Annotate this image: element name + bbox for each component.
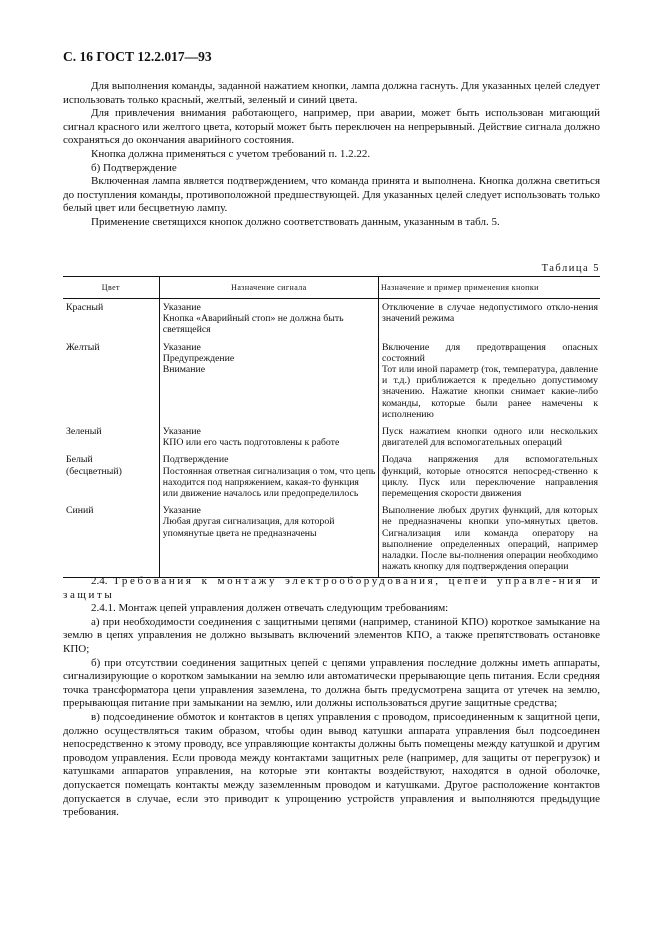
cell-line: Указание xyxy=(162,341,201,353)
cell-color xyxy=(63,342,159,426)
paragraph: 2.4.1. Монтаж цепей управления должен отвечать следующим требованиям: xyxy=(91,602,449,615)
table-header-row xyxy=(63,277,600,299)
table-row xyxy=(63,505,600,578)
cell-line: Зеленый xyxy=(66,426,102,438)
cell-signal xyxy=(159,454,378,505)
page-header: С. 16 ГОСТ 12.2.017—93 xyxy=(63,49,212,64)
cell-line: Пуск нажатием кнопки одного или нескольких двигателей для вспомогательных операций xyxy=(381,426,598,449)
cell-line: Любая другая сигнализация, для которой упомянутые цвета не предназначены xyxy=(162,516,335,539)
cell-line: Тот или иной параметр (ток, температура, давление и т.д.) приближается к предельно допустимому значению. Нажатие кнопки снимает какие-либо команды, которые были ранее намечены к исполнению xyxy=(381,364,598,420)
table-row xyxy=(63,454,600,505)
cell-line: Предупреждение xyxy=(162,352,235,364)
cell-line: Указание xyxy=(162,505,201,517)
cell-color xyxy=(63,454,159,505)
signal-table xyxy=(63,276,600,578)
cell-color xyxy=(63,505,159,578)
section-heading xyxy=(63,575,600,602)
cell-line: КПО или его часть подготовлены к работе xyxy=(162,437,340,449)
cell-line: Белый xyxy=(66,454,93,466)
cell-color xyxy=(63,299,159,342)
cell-line: Постоянная ответная сигнализация о том, что цепь находится под напряжением, какая-то функция или движение началось или предопределилось xyxy=(162,465,376,500)
paragraph: в) подсоединение обмоток и контактов в цепях управления с проводом, присоединенным к защитной цепи, должно осуществляться таким образом, чтобы один вывод катушки аппарата управления был подсоединен непосредственно к этому проводу, все управляющие контакты должны быть помещены между катушкой и другим проводом управления. Если провода между контактами защитных реле (например, для защиты от перегрузок) и катушками аппаратов управления, на которые эти контакты воздействуют, находятся в одной оболочке, допускается помещать контакты между заземленным проводом и катушками. Другое расположение контактов допускается в случае, если это приводит к упрощению устройств управления и выполняются предыдущие требования. xyxy=(63,710,600,819)
paragraph: Для привлечения внимания работающего, например, при аварии, может быть использован мигающий сигнал красного или желтого цвета, который может быть переключен на непрерывный. Действие сигнала должно сохраняться до окончания аварийного состояния. xyxy=(63,107,600,147)
cell-usage xyxy=(378,299,600,342)
cell-line: Внимание xyxy=(162,364,206,376)
paragraph: а) при необходимости соединения с защитными цепями (например, станиной КПО) короткое замыкание на землю в цепях управления не должно вызывать включений элементов КПО, а также препятствовать остановке КПО; xyxy=(63,615,600,655)
cell-line: Включение для предотвращения опасных состояний xyxy=(381,341,598,364)
section-text xyxy=(63,575,600,820)
cell-signal xyxy=(159,426,378,454)
cell-color xyxy=(63,426,159,454)
cell-line: Указание xyxy=(162,302,201,313)
paragraph: Включенная лампа является подтверждением, что команда принята и выполнена. Кнопка должна светиться до поступления команды, противоположной предшествующей. Для указанных целей следует использовать только белый цвет или бесцветную лампу. xyxy=(63,175,600,215)
intro-text xyxy=(63,80,600,230)
cell-signal xyxy=(159,505,378,578)
cell-line: Отключение в случае недопустимого откло-нения значений режима xyxy=(381,302,598,325)
cell-line: Указание xyxy=(162,426,201,438)
cell-line: Желтый xyxy=(66,341,100,353)
cell-usage xyxy=(378,454,600,505)
header-color: Цвет xyxy=(63,277,159,299)
cell-line: Подтверждение xyxy=(162,454,229,466)
cell-line: (бесцветный) xyxy=(66,465,122,477)
table-caption: Таблица 5 xyxy=(541,263,600,274)
paragraph: б) при отсутствии соединения защитных цепей с цепями управления последние должны иметь аппараты, сигнализирующие о коротком замыкании на землю или автоматически прерывающие цепь питания. Если средняя точка трансформатора цепи управления заземлена, то должна быть предусмотрена защита от утечек на землю, прерывающая питание при замыкании на землю, или должны использоваться другие защитные средства; xyxy=(63,656,600,710)
cell-line: Синий xyxy=(66,505,94,517)
cell-line: Красный xyxy=(66,302,104,313)
cell-line: Кнопка «Аварийный стоп» не должна быть светящейся xyxy=(162,313,344,336)
section-title: Требования к монтажу электрооборудования, цепей управле-ния и защиты xyxy=(63,575,600,601)
table-row xyxy=(63,299,600,342)
cell-usage xyxy=(378,342,600,426)
paragraph: Применение светящихся кнопок должно соответствовать данным, указанным в табл. 5. xyxy=(91,215,500,228)
table-row xyxy=(63,426,600,454)
cell-line: Выполнение любых других функций, для которых не предназначены кнопки упо-мянутых цветов. Сигнализация или команда оператору на выполнение определенных операций, например наладки. После вы-полнения операции необходимо нажать кнопку для подтверждения операции xyxy=(381,505,598,573)
section-number: 2.4. xyxy=(91,575,108,587)
cell-usage xyxy=(378,505,600,578)
paragraph: Для выполнения команды, заданной нажатием кнопки, лампа должна гаснуть. Для указанных целей следует использовать только красный, желтый, зеленый и синий цвета. xyxy=(63,80,600,106)
header-usage: Назначение и пример применения кнопки xyxy=(378,277,600,299)
cell-signal xyxy=(159,299,378,342)
cell-signal xyxy=(159,342,378,426)
paragraph: Кнопка должна применяться с учетом требований п. 1.2.22. xyxy=(91,147,371,160)
table-row xyxy=(63,342,600,426)
cell-usage xyxy=(378,426,600,454)
subheading: б) Подтверждение xyxy=(91,161,177,174)
header-signal: Назначение сигнала xyxy=(159,277,378,299)
cell-line: Подача напряжения для вспомогательных функций, которые относятся непосред-ственно к циклу. Пуск или переключение направления перемещения скорости движения xyxy=(381,454,598,500)
